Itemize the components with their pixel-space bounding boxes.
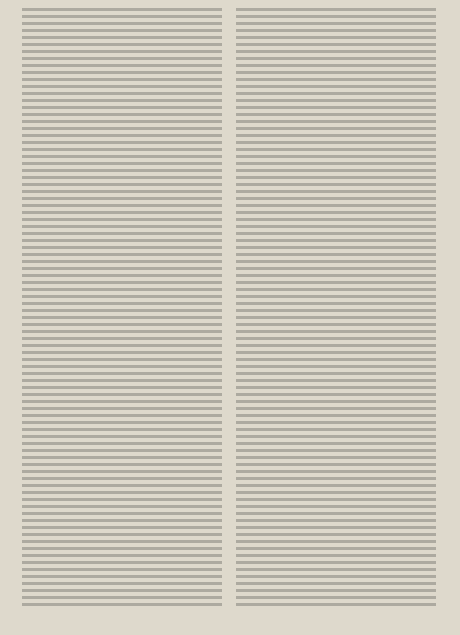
left-column-text-lines: [22, 8, 222, 608]
section-heading: [236, 187, 436, 199]
right-column-text-lines: [236, 8, 436, 608]
right-text-column: [236, 8, 436, 608]
left-text-column: [22, 8, 222, 608]
